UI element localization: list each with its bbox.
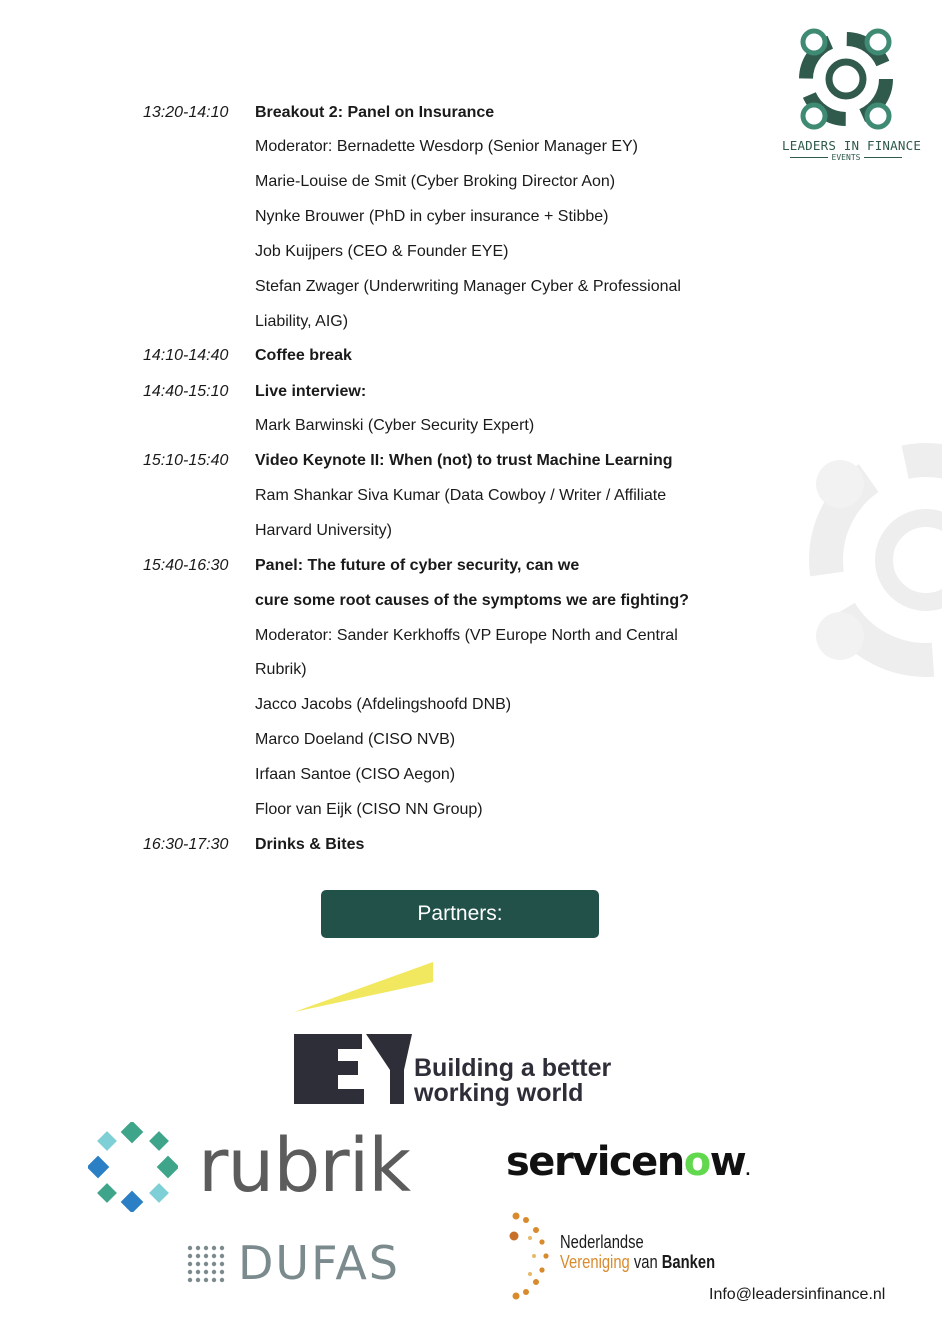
servicenow-wordmark-part: w [709,1139,746,1185]
agenda-title-continued: cure some root causes of the symptoms we are fighting? [255,592,689,609]
servicenow-wordmark-part: servicen [506,1139,684,1185]
agenda-line: Marie-Louise de Smit (Cyber Broking Director Aon) [255,173,616,190]
rubrik-logo[interactable] [88,1122,411,1212]
leaders-in-finance-logo [782,24,922,166]
agenda-line: Stefan Zwager (Underwriting Manager Cyber & Professional [255,278,681,295]
agenda-line: Jacco Jacobs (Afdelingshoofd DNB) [255,696,512,713]
dufas-logo[interactable] [186,1236,406,1290]
agenda-line: Floor van Eijk (CISO NN Group) [255,801,483,818]
logo-name: LEADERS IN FINANCE [782,138,922,153]
nvb-word-vereniging: Vereniging [560,1252,630,1272]
ey-logo[interactable] [292,960,612,1110]
agenda-line: Moderator: Bernadette Wesdorp (Senior Manager EY) [255,138,639,155]
dufas-dots-icon [186,1244,226,1284]
agenda-time: 14:10-14:40 [143,347,229,364]
contact-email[interactable]: Info@leadersinfinance.nl [709,1286,886,1303]
rubrik-mark-icon [88,1122,178,1212]
ey-tagline-line-2: working world [414,1079,584,1107]
watermark-emblem-icon [796,432,942,688]
servicenow-o: o [683,1139,710,1185]
nvb-logo[interactable] [506,1210,726,1302]
servicenow-logo[interactable] [506,1138,749,1195]
agenda-title: Coffee break [255,347,352,364]
nvb-line-2 [560,1252,715,1273]
leaders-in-finance-emblem-icon [792,24,900,134]
agenda-time: 13:20-14:10 [143,104,229,121]
agenda-title: Live interview: [255,383,367,400]
agenda-line: Irfaan Santoe (CISO Aegon) [255,766,456,783]
watermark-emblem [796,432,942,688]
rubrik-wordmark: rubrik [198,1123,411,1209]
agenda-title: Breakout 2: Panel on Insurance [255,104,495,121]
nvb-arc-dots-icon [506,1210,556,1302]
agenda-time: 16:30-17:30 [143,836,229,853]
agenda-time: 15:40-16:30 [143,557,229,574]
nvb-word-van: van [629,1252,662,1272]
ey-tagline-line-1: Building a better [414,1054,612,1082]
agenda-title: Drinks & Bites [255,836,365,853]
agenda-line: Nynke Brouwer (PhD in cyber insurance + Stibbe) [255,208,609,225]
agenda-title: Panel: The future of cyber security, can we [255,557,580,574]
agenda-line: Mark Barwinski (Cyber Security Expert) [255,417,535,434]
agenda-line: Liability, AIG) [255,313,349,330]
agenda-time: 14:40-15:10 [143,383,229,400]
agenda-line: Job Kuijpers (CEO & Founder EYE) [255,243,509,260]
agenda-line: Ram Shankar Siva Kumar (Data Cowboy / Writer / Affiliate [255,487,667,504]
agenda-time: 15:10-15:40 [143,452,229,469]
agenda-line: Rubrik) [255,661,307,678]
logo-sub: EVENTS [782,153,910,162]
agenda-line: Marco Doeland (CISO NVB) [255,731,456,748]
partners-banner: Partners: [321,890,599,938]
agenda-title: Video Keynote II: When (not) to trust Machine Learning [255,452,673,469]
ey-tagline [414,1056,611,1106]
servicenow-mark: . [745,1163,750,1179]
agenda-line: Harvard University) [255,522,392,539]
agenda-line: Moderator: Sander Kerkhoffs (VP Europe North and Central [255,627,678,644]
nvb-line-1: Nederlandse [560,1232,644,1252]
dufas-wordmark: DUFAS [238,1236,400,1290]
nvb-word-banken: Banken [661,1252,716,1272]
